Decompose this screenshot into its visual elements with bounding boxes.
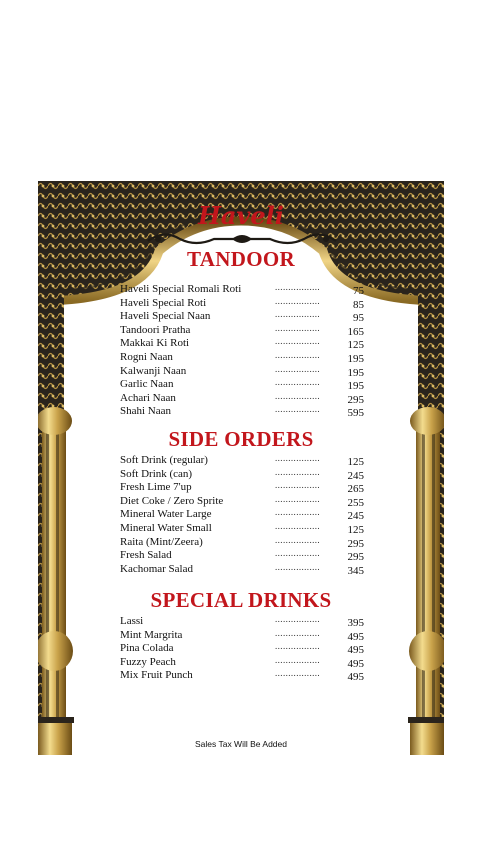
- item-price: 295: [347, 537, 364, 550]
- item-price: 495: [347, 671, 364, 684]
- item-price: 255: [347, 496, 364, 509]
- item-name: Achari Naan: [120, 391, 176, 404]
- special-drinks-item-list: [120, 615, 364, 683]
- leader-dots: .................: [275, 548, 321, 559]
- item-price: 495: [347, 657, 364, 670]
- leader-dots: .................: [275, 336, 321, 347]
- menu-item: [120, 378, 364, 392]
- menu-item: [120, 656, 364, 670]
- menu-item: [120, 549, 364, 563]
- menu-item: [120, 508, 364, 522]
- item-price: 95: [353, 312, 364, 325]
- item-price: 245: [347, 510, 364, 523]
- item-name: Fuzzy Peach: [120, 655, 176, 668]
- side-orders-item-list: [120, 454, 364, 576]
- menu-item: [120, 283, 364, 297]
- menu-item: [120, 337, 364, 351]
- leader-dots: .................: [275, 627, 321, 638]
- item-price: 495: [347, 630, 364, 643]
- menu-item: [120, 615, 364, 629]
- item-price: 195: [347, 380, 364, 393]
- leader-dots: .................: [275, 466, 321, 477]
- tandoor-item-list: [120, 283, 364, 419]
- item-price: 295: [347, 551, 364, 564]
- item-name: Haveli Special Romali Roti: [120, 283, 242, 295]
- item-name: Soft Drink (regular): [120, 454, 208, 466]
- menu-item: [120, 563, 364, 577]
- leader-dots: .................: [275, 453, 321, 463]
- item-price: 125: [347, 523, 364, 536]
- leader-dots: .................: [275, 561, 321, 572]
- section-title-tandoor: TANDOOR: [187, 247, 295, 271]
- leader-dots: .................: [275, 614, 321, 624]
- item-name: Raita (Mint/Zeera): [120, 535, 203, 548]
- menu-card: [38, 181, 444, 755]
- item-name: Kachomar Salad: [120, 562, 193, 575]
- leader-dots: .................: [275, 377, 321, 388]
- item-price: 495: [347, 644, 364, 657]
- item-name: Haveli Special Naan: [120, 310, 211, 323]
- item-name: Kalwanji Naan: [120, 364, 187, 377]
- leader-dots: .................: [275, 309, 321, 320]
- menu-item: [120, 365, 364, 379]
- item-price: 295: [347, 393, 364, 406]
- item-name: Mix Fruit Punch: [120, 669, 193, 682]
- leader-dots: .................: [275, 654, 321, 665]
- menu-item: [120, 495, 364, 509]
- menu-item: [120, 536, 364, 550]
- menu-item: [120, 642, 364, 656]
- leader-dots: .................: [275, 390, 321, 401]
- item-name: Haveli Special Roti: [120, 296, 207, 309]
- item-name: Soft Drink (can): [120, 467, 193, 480]
- haveli-logo: Haveli: [198, 201, 284, 230]
- item-name: Pina Colada: [120, 642, 174, 655]
- leader-dots: .................: [275, 480, 321, 491]
- section-title-special-drinks: SPECIAL DRINKS: [150, 588, 332, 612]
- item-name: Rogni Naan: [120, 350, 173, 363]
- menu-item: [120, 392, 364, 406]
- leader-dots: .................: [275, 520, 321, 531]
- item-price: 75: [353, 285, 364, 297]
- leader-dots: .................: [275, 641, 321, 652]
- menu-item: [120, 669, 364, 683]
- leader-dots: .................: [275, 295, 321, 306]
- leader-dots: .................: [275, 404, 321, 415]
- leader-dots: .................: [275, 493, 321, 504]
- leader-dots: .................: [275, 282, 321, 292]
- item-name: Mineral Water Large: [120, 508, 212, 521]
- item-price: 125: [347, 339, 364, 352]
- item-price: 195: [347, 366, 364, 379]
- menu-item: [120, 405, 364, 419]
- item-name: Tandoori Pratha: [120, 323, 191, 336]
- leader-dots: .................: [275, 534, 321, 545]
- item-price: 395: [347, 617, 364, 629]
- item-name: Mint Margrita: [120, 628, 183, 641]
- menu-item: [120, 481, 364, 495]
- left-pillar: [38, 291, 74, 755]
- item-name: Mineral Water Small: [120, 521, 212, 534]
- section-title-side-orders: SIDE ORDERS: [168, 427, 314, 451]
- item-price: 265: [347, 483, 364, 496]
- item-name: Fresh Salad: [120, 549, 172, 562]
- item-price: 125: [347, 456, 364, 468]
- menu-item: [120, 297, 364, 311]
- item-name: Lassi: [120, 615, 144, 627]
- item-name: Makkai Ki Roti: [120, 337, 190, 350]
- item-name: Garlic Naan: [120, 378, 174, 391]
- item-price: 245: [347, 469, 364, 482]
- menu-item: [120, 351, 364, 365]
- leader-dots: .................: [275, 322, 321, 333]
- leader-dots: .................: [275, 668, 321, 679]
- item-price: 195: [347, 352, 364, 365]
- item-name: Fresh Lime 7'up: [120, 481, 192, 494]
- decorative-swirl: [144, 229, 340, 249]
- menu-item: [120, 324, 364, 338]
- leader-dots: .................: [275, 507, 321, 518]
- menu-item: [120, 522, 364, 536]
- item-price: 595: [347, 407, 364, 420]
- menu-item: [120, 629, 364, 643]
- item-name: Diet Coke / Zero Sprite: [120, 494, 224, 507]
- item-name: Shahi Naan: [120, 405, 172, 418]
- leader-dots: .................: [275, 363, 321, 374]
- item-price: 345: [347, 564, 364, 577]
- right-pillar: [408, 291, 444, 755]
- menu-item: [120, 310, 364, 324]
- leader-dots: .................: [275, 349, 321, 360]
- item-price: 165: [347, 325, 364, 338]
- sales-tax-note: Sales Tax Will Be Added: [195, 739, 287, 749]
- item-price: 85: [353, 298, 364, 311]
- menu-item: [120, 468, 364, 482]
- menu-item: [120, 454, 364, 468]
